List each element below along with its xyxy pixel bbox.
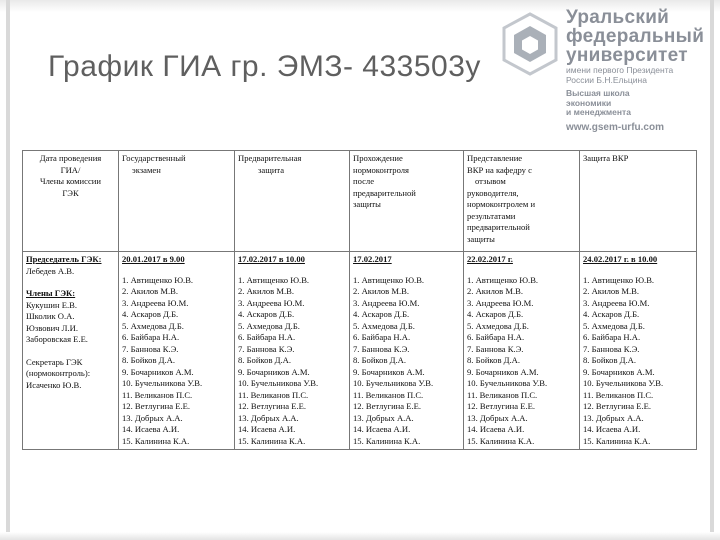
student-item: 14. Исаева А.И. bbox=[583, 424, 641, 434]
student-item: 6. Байбара Н.А. bbox=[583, 332, 641, 342]
student-item: 14. Исаева А.И. bbox=[238, 424, 296, 434]
student-item: 11. Великанов П.С. bbox=[353, 389, 424, 400]
urfu-logo-icon bbox=[502, 12, 558, 82]
student-item: 5. Ахмедова Д.Б. bbox=[238, 320, 300, 331]
student-item: 7. Баннова К.Э. bbox=[122, 343, 179, 354]
student-item: 10. Бучельникова У.В. bbox=[122, 378, 203, 388]
student-item: 11. Великанов П.С. bbox=[238, 389, 309, 400]
chair-label: Председатель ГЭК: bbox=[26, 254, 102, 264]
student-item: 14. Исаева А.И. bbox=[353, 424, 411, 434]
norm-control-cell bbox=[350, 252, 464, 450]
commission-member: Кукушин Е.В. bbox=[26, 299, 77, 310]
logo-name-line-3: университет bbox=[566, 45, 688, 66]
logo-sub-line-2: России Б.Н.Ельцина bbox=[566, 74, 647, 85]
slide-bottom-border bbox=[0, 532, 720, 540]
state-exam-cell bbox=[119, 252, 235, 450]
header-cell-submission: Представление ВКР на кафедру с отзывом руководителя, нормоконтролем и результатами предварительной защиты bbox=[464, 151, 580, 252]
student-item: 8. Бойков Д.А. bbox=[583, 355, 637, 365]
student-item: 4. Аскаров Д.Б. bbox=[238, 309, 295, 319]
student-item: 5. Ахмедова Д.Б. bbox=[583, 320, 645, 331]
stage-date: 17.02.2017 bbox=[353, 254, 392, 264]
header-cell-norm-control: Прохождение нормоконтроля после предварительной защиты bbox=[350, 151, 464, 252]
student-item: 5. Ахмедова Д.Б. bbox=[467, 320, 529, 331]
student-item: 6. Байбара Н.А. bbox=[353, 332, 411, 342]
members-label: Члены ГЭК: bbox=[26, 288, 76, 298]
student-item: 3. Андреева Ю.М. bbox=[122, 297, 189, 308]
commission-member: Заборовская Е.Е. bbox=[26, 334, 88, 344]
student-item: 10. Бучельникова У.В. bbox=[467, 378, 548, 388]
student-item: 15. Калинина К.А. bbox=[238, 435, 306, 446]
student-item: 1. Автищенко Ю.В. bbox=[583, 274, 655, 285]
slide-title: График ГИА гр. ЭМЗ- 433503у bbox=[48, 50, 481, 83]
student-item: 8. Бойков Д.А. bbox=[353, 355, 407, 365]
slide-left-border bbox=[6, 0, 10, 540]
student-item: 2. Акилов М.В. bbox=[122, 286, 179, 296]
stage-date: 20.01.2017 в 9.00 bbox=[122, 254, 185, 264]
logo-sub-line-1: имени первого Президента bbox=[566, 65, 674, 75]
student-item: 8. Бойков Д.А. bbox=[467, 355, 521, 365]
pre-defense-cell bbox=[235, 252, 350, 450]
submission-cell bbox=[464, 252, 580, 450]
student-item: 10. Бучельникова У.В. bbox=[238, 378, 319, 388]
commission-member: Школик О.А. bbox=[26, 311, 75, 321]
student-item: 11. Великанов П.С. bbox=[467, 389, 538, 400]
student-item: 7. Баннова К.Э. bbox=[467, 343, 524, 354]
logo-name-line-1: Уральский bbox=[566, 7, 670, 28]
student-item: 15. Калинина К.А. bbox=[583, 435, 651, 446]
student-item: 3. Андреева Ю.М. bbox=[467, 297, 534, 308]
header-cell-state-exam: Государственный экзамен bbox=[119, 151, 235, 252]
student-item: 8. Бойков Д.А. bbox=[238, 355, 292, 365]
student-list bbox=[238, 275, 346, 448]
student-item: 4. Аскаров Д.Б. bbox=[122, 309, 179, 319]
student-item: 5. Ахмедова Д.Б. bbox=[353, 320, 415, 331]
table-header-row bbox=[23, 151, 697, 252]
logo-name-line-2: федеральный bbox=[566, 26, 705, 47]
student-item: 4. Аскаров Д.Б. bbox=[583, 309, 640, 319]
header-cell-pre-defense: Предварительная защита bbox=[235, 151, 350, 252]
student-item: 1. Автищенко Ю.В. bbox=[353, 274, 425, 285]
student-item: 14. Исаева А.И. bbox=[467, 424, 525, 434]
student-item: 15. Калинина К.А. bbox=[467, 435, 535, 446]
student-item: 9. Бочарников А.М. bbox=[122, 366, 194, 377]
university-logo bbox=[500, 4, 714, 144]
student-item: 2. Акилов М.В. bbox=[583, 286, 640, 296]
commission-cell bbox=[23, 252, 119, 450]
student-item: 2. Акилов М.В. bbox=[353, 286, 410, 296]
student-item: 2. Акилов М.В. bbox=[467, 286, 524, 296]
secretary-label: Секретарь ГЭК bbox=[26, 356, 83, 367]
student-list bbox=[122, 275, 231, 448]
student-item: 12. Ветлугина Е.Е. bbox=[238, 401, 307, 411]
student-item: 13. Добрых А.А. bbox=[353, 412, 414, 423]
chair-name: Лебедев А.В. bbox=[26, 265, 75, 276]
logo-school-line-1: Высшая школа bbox=[566, 88, 630, 98]
student-item: 13. Добрых А.А. bbox=[238, 412, 299, 423]
student-item: 8. Бойков Д.А. bbox=[122, 355, 176, 365]
student-item: 14. Исаева А.И. bbox=[122, 424, 180, 434]
logo-website: www.gsem-urfu.com bbox=[566, 121, 664, 133]
student-item: 13. Добрых А.А. bbox=[467, 412, 528, 423]
student-item: 12. Ветлугина Е.Е. bbox=[353, 401, 422, 411]
student-item: 4. Аскаров Д.Б. bbox=[353, 309, 410, 319]
table-body-row bbox=[23, 252, 697, 450]
student-item: 15. Калинина К.А. bbox=[353, 435, 421, 446]
student-item: 9. Бочарников А.М. bbox=[353, 366, 425, 377]
logo-school-line-2: экономики bbox=[566, 97, 612, 108]
student-item: 3. Андреева Ю.М. bbox=[238, 297, 305, 308]
student-item: 3. Андреева Ю.М. bbox=[353, 297, 420, 308]
student-item: 6. Байбара Н.А. bbox=[238, 332, 296, 342]
defense-cell bbox=[580, 252, 697, 450]
student-item: 11. Великанов П.С. bbox=[122, 389, 193, 400]
student-item: 15. Калинина К.А. bbox=[122, 435, 190, 446]
student-item: 10. Бучельникова У.В. bbox=[583, 378, 664, 388]
schedule-table bbox=[22, 150, 697, 450]
student-item: 9. Бочарников А.М. bbox=[238, 366, 310, 377]
student-item: 6. Байбара Н.А. bbox=[467, 332, 525, 342]
student-item: 7. Баннова К.Э. bbox=[353, 343, 410, 354]
commission-member: Юзвович Л.И. bbox=[26, 322, 78, 333]
secretary-label-2: (нормоконтроль): bbox=[26, 368, 91, 378]
student-item: 1. Автищенко Ю.В. bbox=[238, 274, 310, 285]
logo-school-line-3: и менеджмента bbox=[566, 107, 631, 117]
student-item: 9. Бочарников А.М. bbox=[467, 366, 539, 377]
student-item: 2. Акилов М.В. bbox=[238, 286, 295, 296]
student-item: 12. Ветлугина Е.Е. bbox=[122, 401, 191, 411]
student-item: 9. Бочарников А.М. bbox=[583, 366, 655, 377]
student-item: 1. Автищенко Ю.В. bbox=[122, 274, 194, 285]
student-item: 4. Аскаров Д.Б. bbox=[467, 309, 524, 319]
header-cell-date: Дата проведения ГИА/ Члены комиссии ГЭК bbox=[23, 151, 119, 252]
student-item: 12. Ветлугина Е.Е. bbox=[467, 401, 536, 411]
stage-date: 17.02.2017 в 10.00 bbox=[238, 254, 305, 264]
student-item: 7. Баннова К.Э. bbox=[238, 343, 295, 354]
student-item: 13. Добрых А.А. bbox=[122, 412, 183, 423]
student-item: 5. Ахмедова Д.Б. bbox=[122, 320, 184, 331]
student-item: 13. Добрых А.А. bbox=[583, 412, 644, 423]
student-item: 10. Бучельникова У.В. bbox=[353, 378, 434, 388]
header-cell-defense: Защита ВКР bbox=[580, 151, 697, 252]
student-item: 11. Великанов П.С. bbox=[583, 389, 654, 400]
student-item: 12. Ветлугина Е.Е. bbox=[583, 401, 652, 411]
stage-date: 24.02.2017 г. в 10.00 bbox=[583, 254, 658, 264]
student-list bbox=[583, 275, 693, 448]
student-item: 7. Баннова К.Э. bbox=[583, 343, 640, 354]
student-item: 1. Автищенко Ю.В. bbox=[467, 274, 539, 285]
secretary-name: Исаченко Ю.В. bbox=[26, 379, 82, 390]
student-item: 3. Андреева Ю.М. bbox=[583, 297, 650, 308]
student-list bbox=[467, 275, 576, 448]
stage-date: 22.02.2017 г. bbox=[467, 254, 513, 264]
student-item: 6. Байбара Н.А. bbox=[122, 332, 180, 342]
student-list bbox=[353, 275, 460, 448]
